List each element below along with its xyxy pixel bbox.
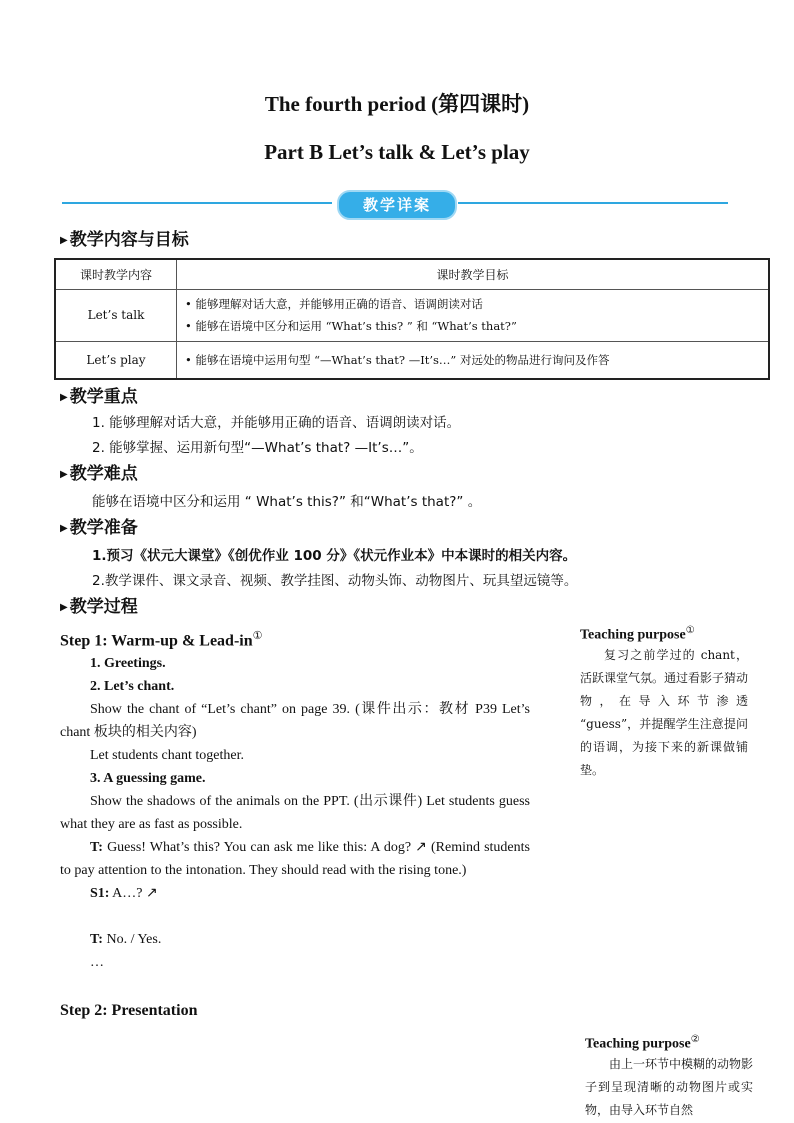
section-heading-process	[60, 596, 138, 619]
section-banner: 教学详案	[337, 190, 457, 220]
triangle-icon: ▶	[60, 469, 68, 480]
table-row	[55, 289, 769, 341]
section-heading-key-points	[60, 386, 138, 409]
footnote-marker: ①	[252, 630, 263, 642]
teaching-purpose-title	[580, 625, 748, 644]
banner-line-left	[62, 202, 332, 204]
table-cell-content: Let’s play	[55, 341, 177, 379]
step1-title	[60, 625, 530, 652]
dialogue-text: No. / Yes.	[102, 932, 162, 948]
triangle-icon: ▶	[60, 392, 68, 403]
step1-block	[60, 625, 530, 974]
footnote-marker: ①	[685, 625, 695, 636]
page-subtitle: Part B Let’s talk & Let’s play	[264, 140, 530, 164]
goal-item: • 能够在语境中运用句型 “—What’s that? —It’s…” 对远处的物品进行询问及作答	[185, 352, 610, 367]
preparation-item: 2.教学课件、课文录音、视频、教学挂图、动物头饰、动物图片、玩具望远镜等。	[92, 573, 578, 589]
chant-paragraph: Show the chant of “Let’s chant” on page 39. (课件出示：教材 P39 Let’s chant 板块的相关内容)	[60, 702, 530, 741]
key-point-item: 1. 能够理解对话大意，并能够用正确的语音、语调朗读对话。	[92, 415, 461, 431]
dialogue-line	[60, 836, 530, 882]
section-heading-text: 教学过程	[69, 597, 138, 617]
triangle-icon: ▶	[60, 523, 68, 534]
section-heading-content-goals	[60, 229, 189, 252]
table-header-cell: 课时教学内容	[55, 259, 177, 289]
teaching-purpose-title-text: Teaching purpose	[580, 627, 686, 643]
step2-title: Step 2: Presentation	[60, 1002, 198, 1019]
goal-item: • 能够理解对话大意，并能够用正确的语音、语调朗读对话	[185, 297, 483, 311]
objectives-table	[54, 258, 770, 380]
speaker-label: T:	[90, 932, 103, 948]
dialogue-line	[60, 928, 530, 951]
teaching-purpose-title	[585, 1034, 753, 1053]
teaching-purpose-sidebar	[580, 625, 748, 782]
game-paragraph: Show the shadows of the animals on the PPT. (出示课件) Let students guess what they are as fast as possible.	[60, 794, 530, 833]
speaker-label: S1:	[90, 886, 110, 902]
chant-heading: 2. Let’s chant.	[90, 679, 175, 695]
speaker-label: T:	[90, 840, 103, 856]
table-cell-goals	[177, 341, 770, 379]
table-row	[55, 341, 769, 379]
section-heading-text: 教学内容与目标	[69, 230, 189, 250]
difficulty-text: 能够在语境中区分和运用 “ What’s this?” 和“What’s that?” 。	[92, 494, 482, 510]
game-heading: 3. A guessing game.	[90, 771, 206, 787]
preparation-item: 1.预习《状元大课堂》《创优作业 100 分》《状元作业本》中本课时的相关内容。	[92, 548, 577, 564]
teaching-purpose-text: 由上一环节中模糊的动物影子到呈现清晰的动物图片或实物，由导入环节自然	[585, 1056, 753, 1117]
footnote-marker: ②	[690, 1034, 700, 1045]
key-point-item: 2. 能够掌握、运用新句型“—What’s that? —It’s…”。	[92, 440, 423, 456]
section-heading-text: 教学准备	[69, 518, 138, 538]
triangle-icon: ▶	[60, 602, 68, 613]
page-title: The fourth period (第四课时)	[264, 92, 530, 116]
section-heading-preparation	[60, 517, 138, 540]
goal-item: • 能够在语境中区分和运用 “What’s this? ” 和 “What’s that?”	[185, 319, 517, 333]
table-cell-goals	[177, 289, 770, 341]
section-heading-difficulties	[60, 463, 138, 486]
section-heading-text: 教学难点	[69, 464, 138, 484]
dialogue-text: A…? ↗	[109, 886, 158, 902]
ellipsis: …	[90, 955, 104, 971]
table-cell-content: Let’s talk	[55, 289, 177, 341]
teaching-purpose-sidebar	[585, 1034, 753, 1123]
dialogue-line	[60, 882, 530, 905]
chant-instruction: Let students chant together.	[90, 748, 244, 764]
teaching-purpose-text: 复习之前学过的 chant，活跃课堂气氛。通过看影子猜动物，在导入环节渗透 “guess”，并提醒学生注意提问的语调，为接下来的新课做铺垫。	[580, 647, 749, 777]
section-heading-text: 教学重点	[69, 387, 138, 407]
banner-line-right	[458, 202, 728, 204]
dialogue-text: Guess! What’s this? You can ask me like this: A dog? ↗ (Remind students to pay attention to the intonation. They should read with the rising tone.)	[60, 840, 530, 879]
table-header-row	[55, 259, 769, 289]
table-header-cell: 课时教学目标	[177, 259, 770, 289]
teaching-purpose-title-text: Teaching purpose	[585, 1036, 691, 1052]
greetings-heading: 1. Greetings.	[90, 656, 166, 672]
triangle-icon: ▶	[60, 235, 68, 246]
step1-title-text: Step 1: Warm-up & Lead-in	[60, 632, 253, 650]
